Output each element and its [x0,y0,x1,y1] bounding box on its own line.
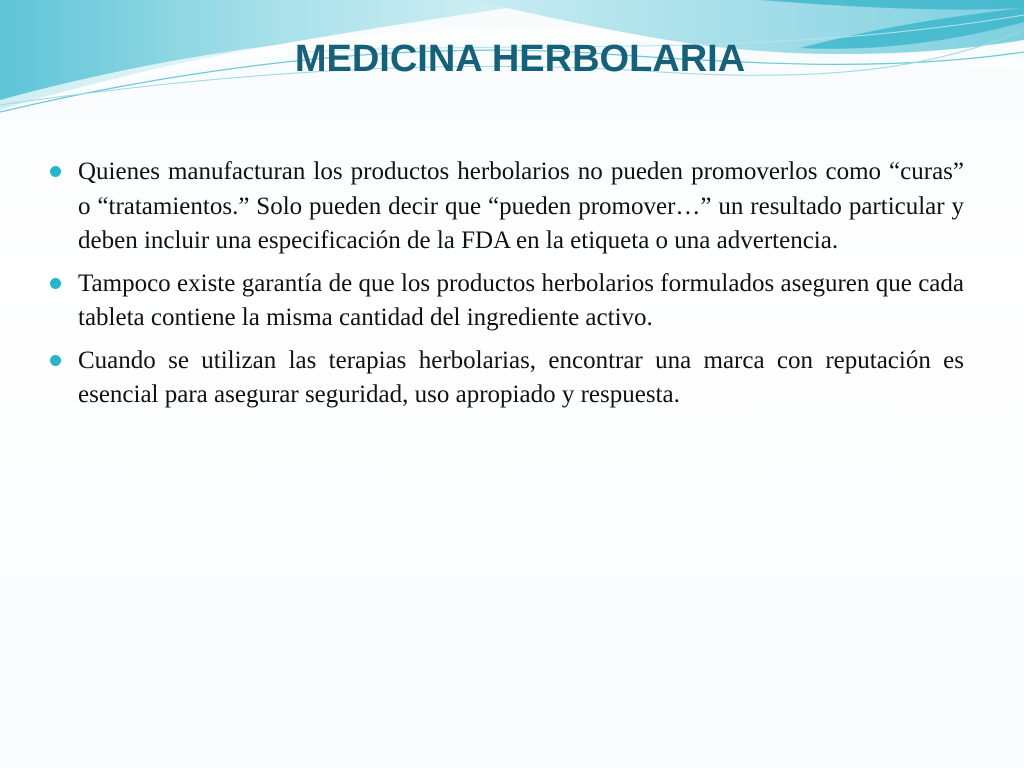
bullet-item [50,344,964,413]
bullet-list [50,155,964,421]
bullet-text: Cuando se utilizan las terapias herbolarias, encontrar una marca con reputación es esencial para asegurar seguridad, uso apropiado y respuesta. [78,346,964,408]
bullet-dot-icon [50,355,61,366]
bullet-dot-icon [50,278,61,289]
bullet-item [50,155,964,259]
bullet-text: Tampoco existe garantía de que los productos herbolarios formulados aseguren que cada tableta contiene la misma cantidad del ingrediente activo. [78,269,964,331]
slide-title: MEDICINA HERBOLARIA [294,38,746,80]
bullet-item [50,267,964,336]
bullet-dot-icon [50,166,61,177]
bullet-text: Quienes manufacturan los productos herbolarios no pueden promoverlos como “curas” o “tratamientos.” Solo pueden decir que “pueden promover…” un resultado particular y deben incluir una especificación de la FDA en la etiqueta o una advertencia. [78,158,964,254]
